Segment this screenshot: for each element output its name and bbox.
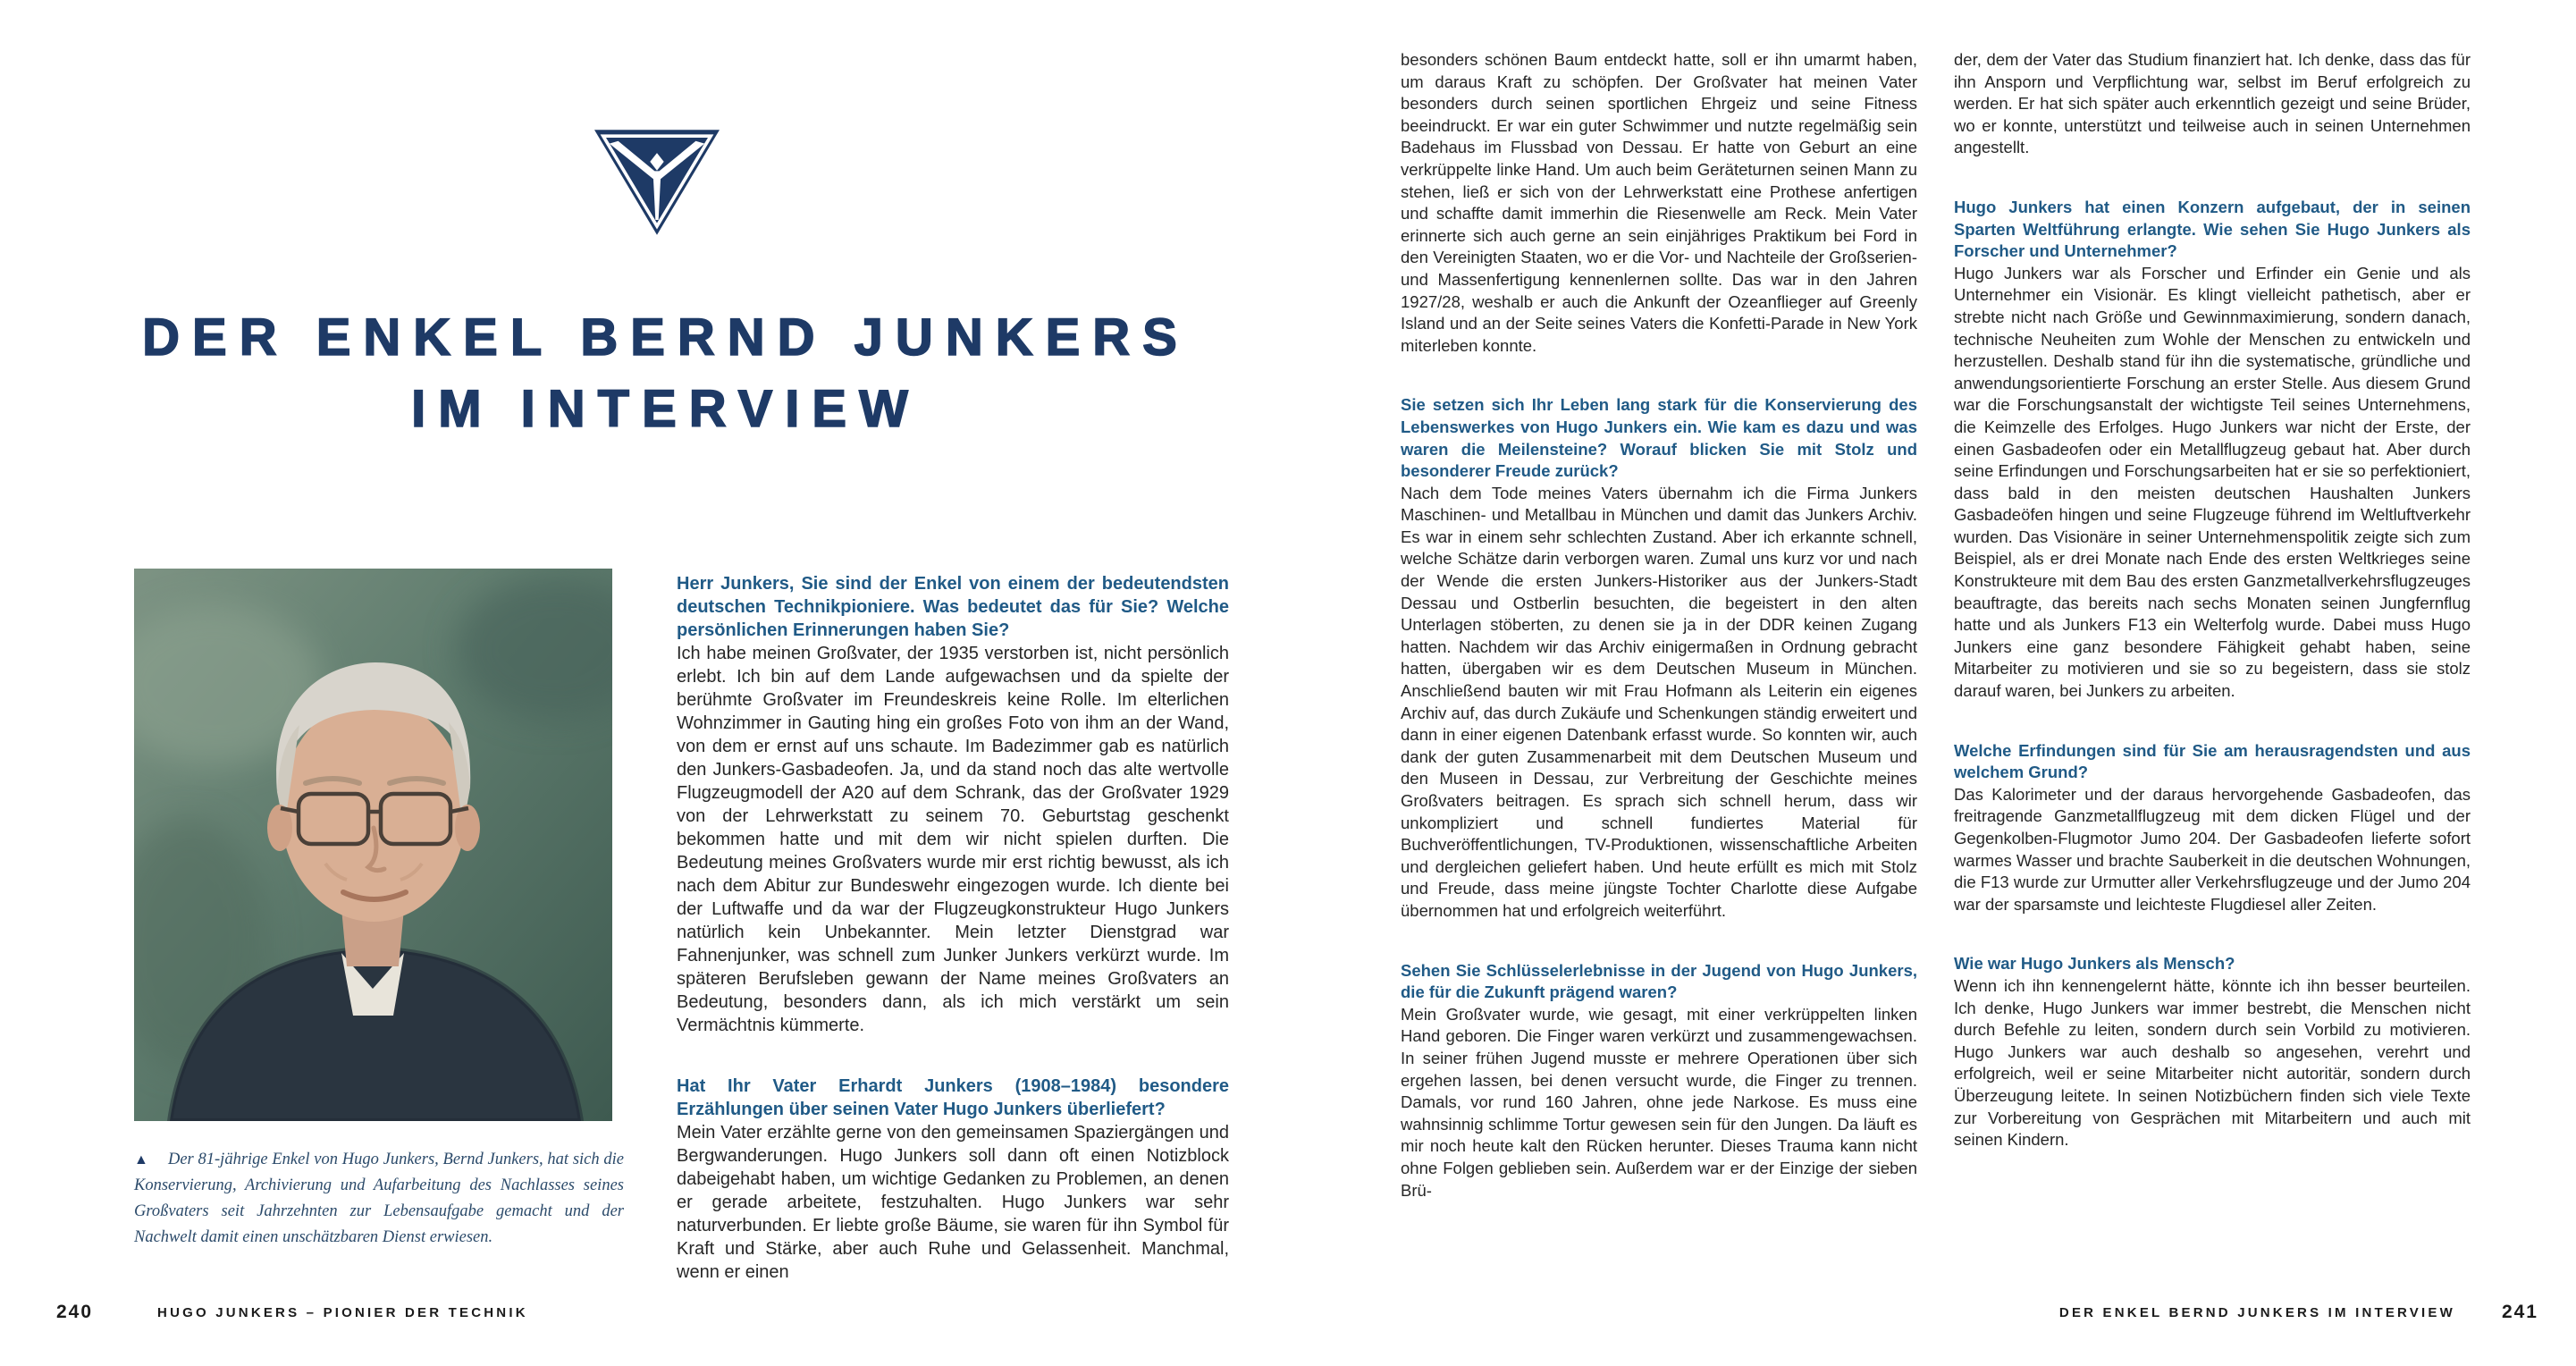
interview-question: Hat Ihr Vater Erhardt Junkers (1908–1984) besondere Erzählungen über seinen Vater Hugo Junkers überliefert?	[677, 1076, 1229, 1119]
interview-answer: Hugo Junkers war als Forscher und Erfinder ein Genie und als Unternehmer ein Visionär. Es klingt vielleicht pathetisch, aber er strebte nicht nach Größe und Gewinnmaximierung, sondern danach, technische Neuheiten zum Wohle der Menschen zu entwickeln und herzustellen. Deshalb stand für ihn die systematische, gründliche und anwendungsorientierte Forschung an erster Stelle. Aus diesem Grund war die Forschungsanstalt der wichtigste Teil seines Unternehmens, die Keimzelle des Erfolges. Hugo Junkers war nicht der Erste, der einen Gasbadeofen oder ein Metallflugzeug gebaut hat. Aber durch seine Erfindungen und Forschungsarbeiten hat er sie so perfektioniert, dass bald in den meisten deutschen Haushalten Junkers Gasbadeöfen hingen und seine Flugzeuge führend im Weltluftverkehr wurden. Das Visionäre in seiner Unternehmenspolitik zeigte sich zum Beispiel, als er drei Monate nach Ende des ersten Weltkrieges seine Konstrukteure mit dem Bau des ersten Ganzmetallverkehrsflugzeuges beauftragte, das bereits nach sechs Monaten seinen Jungfernflug hatte und als Junkers F13 ein Welterfolg wurde. Dabei muss Hugo Junkers eine ganz besondere Fähigkeit gehabt haben, seine Mitarbeiter zu motivieren und sie so zu begeistern, dass sie stolz darauf waren, bei Junkers zu arbeiten.	[1954, 263, 2471, 701]
running-head-left: HUGO JUNKERS – PIONIER DER TECHNIK	[157, 1304, 528, 1320]
interview-answer: Das Kalorimeter und der daraus hervorgehende Gasbadeofen, das freitragende Ganzmetallflugzeug mit dem dicken Flügel und der Gegenkolben-Flugmotor Jumo 204. Der Gasbadeofen lieferte sofort warmes Wasser und brachte Sauberkeit in die deutschen Wohnungen, die F13 wurde zur Urmutter aller Verkehrsflugzeuge und der Jumo 204 war der sparsamste und leichteste Flugdiesel aller Zeiten.	[1954, 784, 2471, 914]
right-page-column-2	[1954, 49, 2471, 1151]
interview-question: Welche Erfindungen sind für Sie am herausragendsten und aus welchem Grund?	[1954, 740, 2471, 782]
interview-answer: Ich habe meinen Großvater, der 1935 verstorben ist, nicht persönlich erlebt. Ich bin auf dem Lande aufgewachsen und da spielte der berühmte Großvater im Freundeskreis keine Rolle. Im elterlichen Wohnzimmer in Gauting hing ein großes Foto von ihm an der Wand, von dem er ernst auf uns schaute. Im Badezimmer gab es natürlich den Junkers-Gasbadeofen. Ja, und da stand noch das alte wertvolle Flugzeugmodell der A20 auf dem Schrank, das der Großvater 1929 von der Lehrwerkstatt zu seinem 70. Geburtstag geschenkt bekommen hatte und mit dem wir nicht spielen durften. Die Bedeutung meines Großvaters wurde mir erst richtig bewusst, als ich nach dem Abitur zur Bundeswehr eingezogen wurde. Ich diente bei der Luftwaffe und da war der Flugzeugkonstrukteur Hugo Junkers natürlich kein Unbekannter. Mein letzter Dienstgrad war Fahnenjunker, was schnell zum Junker Junkers verkürzt wurde. Im späteren Berufsleben gewann der Name meines Großvaters an Bedeutung, besonders dann, als ich mich verstärkt um sein Vermächtnis kümmerte.	[677, 644, 1229, 1035]
right-page-column-1	[1401, 49, 1917, 1202]
page-title	[80, 302, 1251, 445]
page-title-line1: DER ENKEL BERND JUNKERS	[142, 308, 1190, 367]
interview-answer: Nach dem Tode meines Vaters übernahm ich die Firma Junkers Maschinen- und Metallbau in München und damit das Junkers Archiv. Es war in einem sehr schlechten Zustand. Aber ich erkannte schnell, welche Schätze darin verborgen waren. Zumal uns kurz vor und nach der Wende die ersten Junkers-Historiker aus der Junkers-Stadt Dessau und Ostberlin besuchten, die begeistert in den alten Unterlagen stöberten, zu denen sie ja in der DDR keinen Zugang hatten. Nachdem wir das Archiv einigermaßen in Ordnung gebracht hatten, übergaben wir es dem Deutschen Museum in München. Anschließend bauten wir mit Frau Hofmann als Leiterin ein eigenes Archiv auf, das durch Zukäufe und Schenkungen ständig erweitert und dann in einer eigenen Datenbank erfasst wurde. So konnten wir, auch dank der guten Zusammenarbeit mit dem Deutschen Museum und den Museen in Dessau, zur Verbreitung der Geschichte meines Großvaters beitragen. Es sprach sich schnell herum, dass wir unkompliziert und schnell fundiertes Material für Buchveröffentlichungen, TV-Produktionen, wissenschaftliche Arbeiten und dergleichen geliefert haben. Und heute erfüllt es mich mit Stolz und Freude, dass meine jüngste Tochter Charlotte diese Aufgabe übernommen hat und erfolgreich weiterführt.	[1401, 483, 1917, 920]
interview-question: Sie setzen sich Ihr Leben lang stark für die Konservierung des Lebenswerkes von Hugo Junkers ein. Wie kam es dazu und was waren die Meilensteine? Worauf blicken Sie mit Stolz und besonderer Freude zurück?	[1401, 395, 1917, 481]
photo-caption-text: Der 81-jährige Enkel von Hugo Junkers, Bernd Junkers, hat sich die Konservierung, Archivierung und Aufarbeitung des Nachlasses seines Großvaters seit Jahrzehnten zur Lebensaufgabe gemacht und der Nachwelt damit einen unschätzbaren Dienst erwiesen.	[134, 1151, 624, 1246]
interview-question: Sehen Sie Schlüsselerlebnisse in der Jugend von Hugo Junkers, die für die Zukunft prägend waren?	[1401, 960, 1917, 1002]
left-page-footer	[56, 1302, 528, 1323]
junkers-logo-icon	[594, 130, 720, 235]
interview-answer: besonders schönen Baum entdeckt hatte, soll er ihn umarmt haben, um daraus Kraft zu schöpfen. Der Großvater hat meinen Vater besonders durch seinen sportlichen Ehrgeiz und seine Fitness beeindruckt. Er war ein guter Schwimmer und nutzte regelmäßig sein Badehaus im Flussbad von Dessau. Er hatte von Geburt an eine verkrüppelte linke Hand. Um auch beim Geräteturnen seinen Mann zu stehen, ließ er sich von der Lehrwerkstatt eine Prothese anfertigen und schaffte damit immerhin die Riesenwelle am Reck. Mein Vater erinnerte sich auch gerne an sein einjähriges Praktikum bei Ford in den Vereinigten Staaten, wo er die Vor- und Nachteile der Großserien- und Massenfertigung kennenlernen sollte. Das war in den Jahren 1927/28, weshalb er auch die Ankunft der Ozeanflieger auf Greenly Island und an der Seite seines Vaters die Konfetti-Parade in New York miterleben konnte.	[1401, 50, 1917, 355]
right-page-footer	[2059, 1302, 2538, 1323]
interview-question: Herr Junkers, Sie sind der Enkel von einem der bedeutendsten deutschen Technikpioniere. Was bedeutet das für Sie? Welche persönlichen Erinnerungen haben Sie?	[677, 574, 1229, 640]
page-number-right: 241	[2501, 1302, 2538, 1322]
interview-answer: Mein Großvater wurde, wie gesagt, mit einer verkrüppelten linken Hand geboren. Die Finger waren verkürzt und zusammengewachsen. In seiner frühen Jugend musste er mehrere Operationen über sich ergehen lassen, bei denen versucht wurde, die Finger zu trennen. Damals, vor rund 160 Jahren, ohne jede Narkose. Es muss eine wahnsinnig schlimme Tortur gewesen sein für den Jungen. Da läuft es mir noch heute kalt den Rücken herunter. Dieses Trauma kann nicht ohne Folgen geblieben sein. Außerdem war er der Einzige der sieben Brü-	[1401, 1004, 1917, 1200]
photo-caption	[134, 1147, 624, 1251]
interview-answer: Mein Vater erzählte gerne von den gemeinsamen Spaziergängen und Bergwanderungen. Hugo Junkers soll dann oft einen Notizblock dabeigehabt haben, um wichtige Gedanken zu Problemen, an denen er gerade arbeitete, festzuhalten. Hugo Junkers war sehr naturverbunden. Er liebte große Bäume, sie waren für ihn Symbol für Kraft und Stärke, aber auch Ruhe und Gelassenheit. Manchmal, wenn er einen	[677, 1123, 1229, 1282]
interview-answer: der, dem der Vater das Studium finanziert hat. Ich denke, dass das für ihn Ansporn und Verpflichtung war, selbst im Beruf erfolgreich zu werden. Er hat sich später auch erkenntlich gezeigt und seine Brüder, wo er konnte, unterstützt und teilweise auch in seinen Unternehmen angestellt.	[1954, 50, 2471, 157]
left-page-text-column	[677, 572, 1229, 1284]
interview-question: Hugo Junkers hat einen Konzern aufgebaut, der in seinen Sparten Weltführung erlangte. Wie sehen Sie Hugo Junkers als Forscher und Unternehmer?	[1954, 197, 2471, 261]
page-title-line2: IM INTERVIEW	[411, 380, 921, 438]
interview-answer: Wenn ich ihn kennengelernt hätte, könnte ich ihn besser beurteilen. Ich denke, Hugo Junkers war immer bestrebt, die Menschen nicht durch Befehle zu leiten, sondern durch sein Vorbild zu motivieren. Hugo Junkers war auch deshalb so angesehen, verehrt und erfolgreich, weil er seine Mitarbeiter nicht autoritär, sondern durch Überzeugung leitete. In seinen Notizbüchern finden sich viele Texte zur Vorbereitung von Gesprächen mit Mitarbeitern und auch mit seinen Kindern.	[1954, 975, 2471, 1150]
portrait-bernd-junkers-photo	[134, 569, 612, 1121]
page-number-left: 240	[56, 1302, 94, 1322]
interview-question: Wie war Hugo Junkers als Mensch?	[1954, 954, 2235, 974]
running-head-right: DER ENKEL BERND JUNKERS IM INTERVIEW	[2058, 1304, 2455, 1320]
caption-triangle-icon: ▲	[134, 1152, 148, 1168]
